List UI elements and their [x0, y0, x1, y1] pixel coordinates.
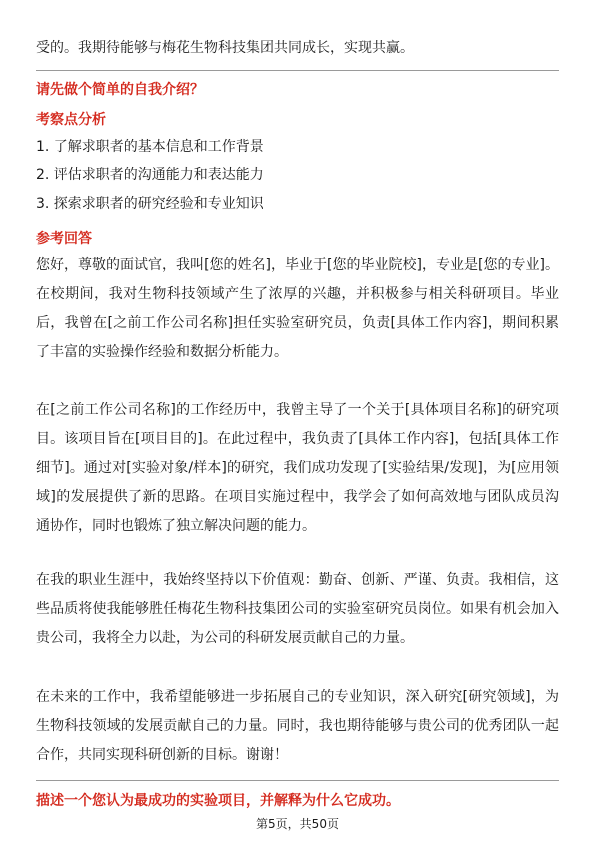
divider — [36, 780, 559, 781]
answer-paragraph-text: 您好，尊敬的面试官，我叫[您的姓名]，毕业于[您的毕业院校]，专业是[您的专业]。在校期间，我对生物科技领域产生了浓厚的兴趣，并积极参与相关科研项目。毕业后，我曾在[之前工作公司名称]担任实验室研究员，负责[具体工作内容]，期间积累了丰富的实验操作经验和数据分析能力。 — [36, 257, 559, 360]
answer-paragraph — [36, 251, 559, 367]
intro-closing-text: 受的。我期待能够与梅花生物科技集团共同成长，实现共赢。 — [36, 40, 414, 56]
divider — [36, 70, 559, 71]
answer-paragraph — [36, 683, 559, 770]
analysis-item: 2. 评估求职者的沟通能力和表达能力 — [36, 167, 264, 183]
analysis-item: 3. 探索求职者的研究经验和专业知识 — [36, 196, 264, 212]
answer-heading: 参考回答 — [36, 231, 92, 247]
answer-paragraph-text: 在未来的工作中，我希望能够进一步拓展自己的专业知识，深入研究[研究领域]，为生物科技领域的发展贡献自己的力量。同时，我也期待能够与贵公司的优秀团队一起合作，共同实现科研创新的目标。谢谢！ — [36, 689, 559, 763]
page-number: 第5页，共50页 — [256, 817, 339, 831]
answer-paragraph — [36, 396, 559, 541]
answer-paragraph-text: 在我的职业生涯中，我始终坚持以下价值观：勤奋、创新、严谨、负责。我相信，这些品质将使我能够胜任梅花生物科技集团公司的实验室研究员岗位。如果有机会加入贵公司，我将全力以赴，为公司的科研发展贡献自己的力量。 — [36, 572, 559, 646]
next-question-title: 描述一个您认为最成功的实验项目，并解释为什么它成功。 — [36, 793, 400, 809]
answer-paragraph-text: 在[之前工作公司名称]的工作经历中，我曾主导了一个关于[具体项目名称]的研究项目。该项目旨在[项目目的]。在此过程中，我负责了[具体工作内容]，包括[具体工作细节]。通过对[实验对象/样本]的研究，我们成功发现了[实验结果/发现]，为[应用领域]的发展提供了新的思路。在项目实施过程中，我学会了如何高效地与团队成员沟通协作，同时也锻炼了独立解决问题的能力。 — [36, 402, 559, 534]
analysis-heading: 考察点分析 — [36, 112, 106, 128]
answer-paragraph — [36, 566, 559, 653]
question-title: 请先做个简单的自我介绍？ — [36, 82, 204, 98]
analysis-item: 1. 了解求职者的基本信息和工作背景 — [36, 139, 264, 155]
